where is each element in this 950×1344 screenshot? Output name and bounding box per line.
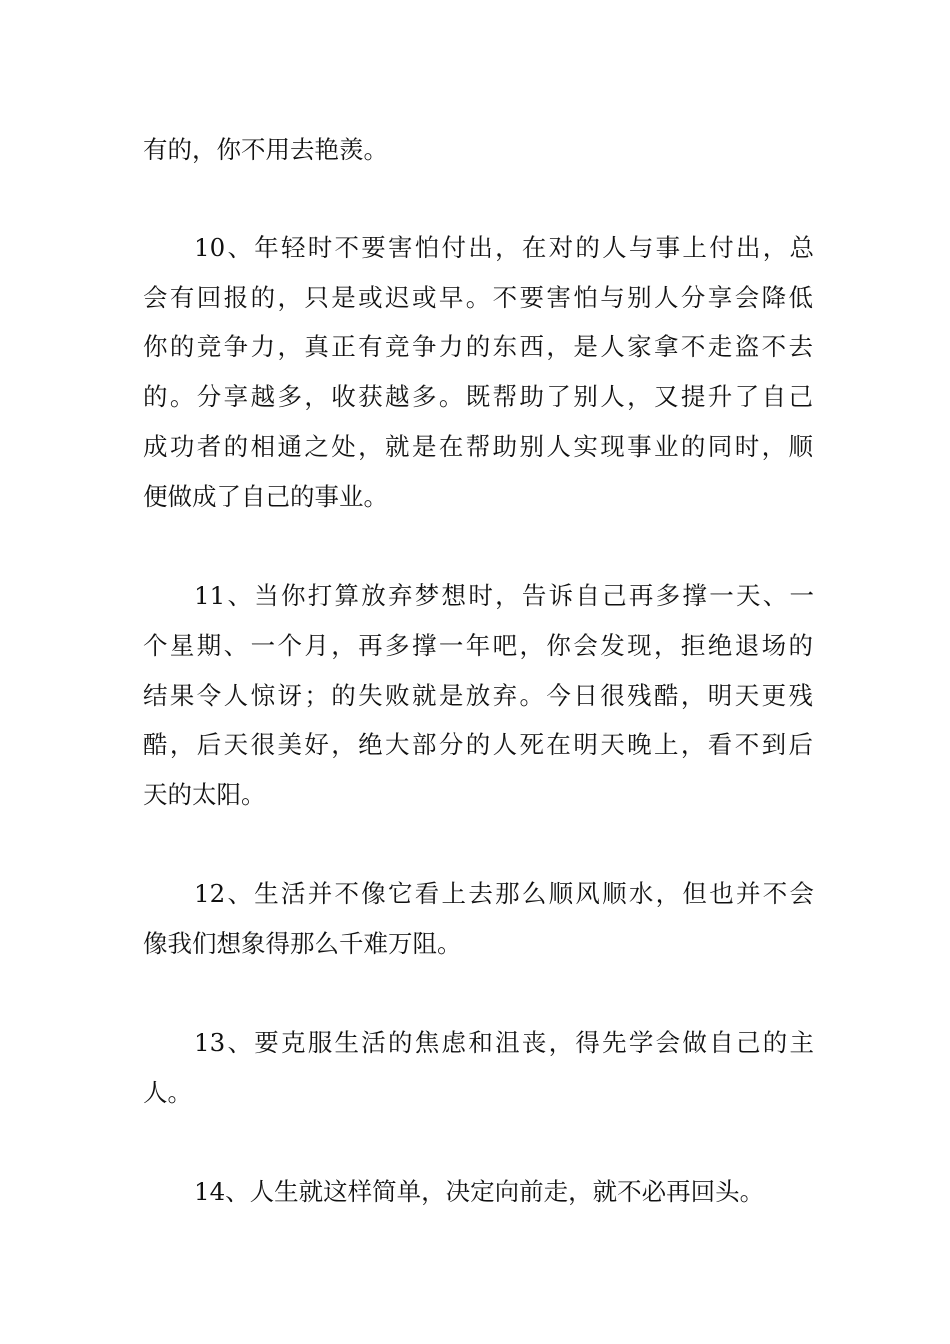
paragraph-10-line-5: 成功者的相通之处，就是在帮助别人实现事业的同时，顺 [143,432,813,461]
paragraph-12-line-2: 像我们想象得那么千难万阻。 [143,929,462,958]
paragraph-10-line-1: 10、年轻时不要害怕付出，在对的人与事上付出，总 [194,233,814,262]
paragraph-12-line-1: 12、生活并不像它看上去那么顺风顺水，但也并不会 [194,879,814,908]
paragraph-10-line-6: 便做成了自己的事业。 [143,482,388,511]
paragraph-11-line-2: 个星期、一个月，再多撑一年吧，你会发现，拒绝退场的 [143,631,813,660]
paragraph-9-line-end: 有的，你不用去艳羡。 [143,135,388,164]
paragraph-10-line-3: 你的竞争力，真正有竞争力的东西，是人家拿不走盗不去 [143,332,813,361]
paragraph-14-line-1: 14、人生就这样简单，决定向前走，就不必再回头。 [194,1177,765,1206]
paragraph-10-line-4: 的。分享越多，收获越多。既帮助了别人，又提升了自己 [143,382,813,411]
paragraph-10-line-2: 会有回报的，只是或迟或早。不要害怕与别人分享会降低 [143,283,813,312]
paragraph-13-line-2: 人。 [143,1078,192,1107]
paragraph-11-line-5: 天的太阳。 [143,780,266,809]
paragraph-13-line-1: 13、要克服生活的焦虑和沮丧，得先学会做自己的主 [194,1028,814,1057]
paragraph-11-line-3: 结果令人惊讶；的失败就是放弃。今日很残酷，明天更残 [143,681,813,710]
paragraph-11-line-4: 酷，后天很美好，绝大部分的人死在明天晚上，看不到后 [143,730,813,759]
paragraph-11-line-1: 11、当你打算放弃梦想时，告诉自己再多撑一天、一 [194,581,814,610]
